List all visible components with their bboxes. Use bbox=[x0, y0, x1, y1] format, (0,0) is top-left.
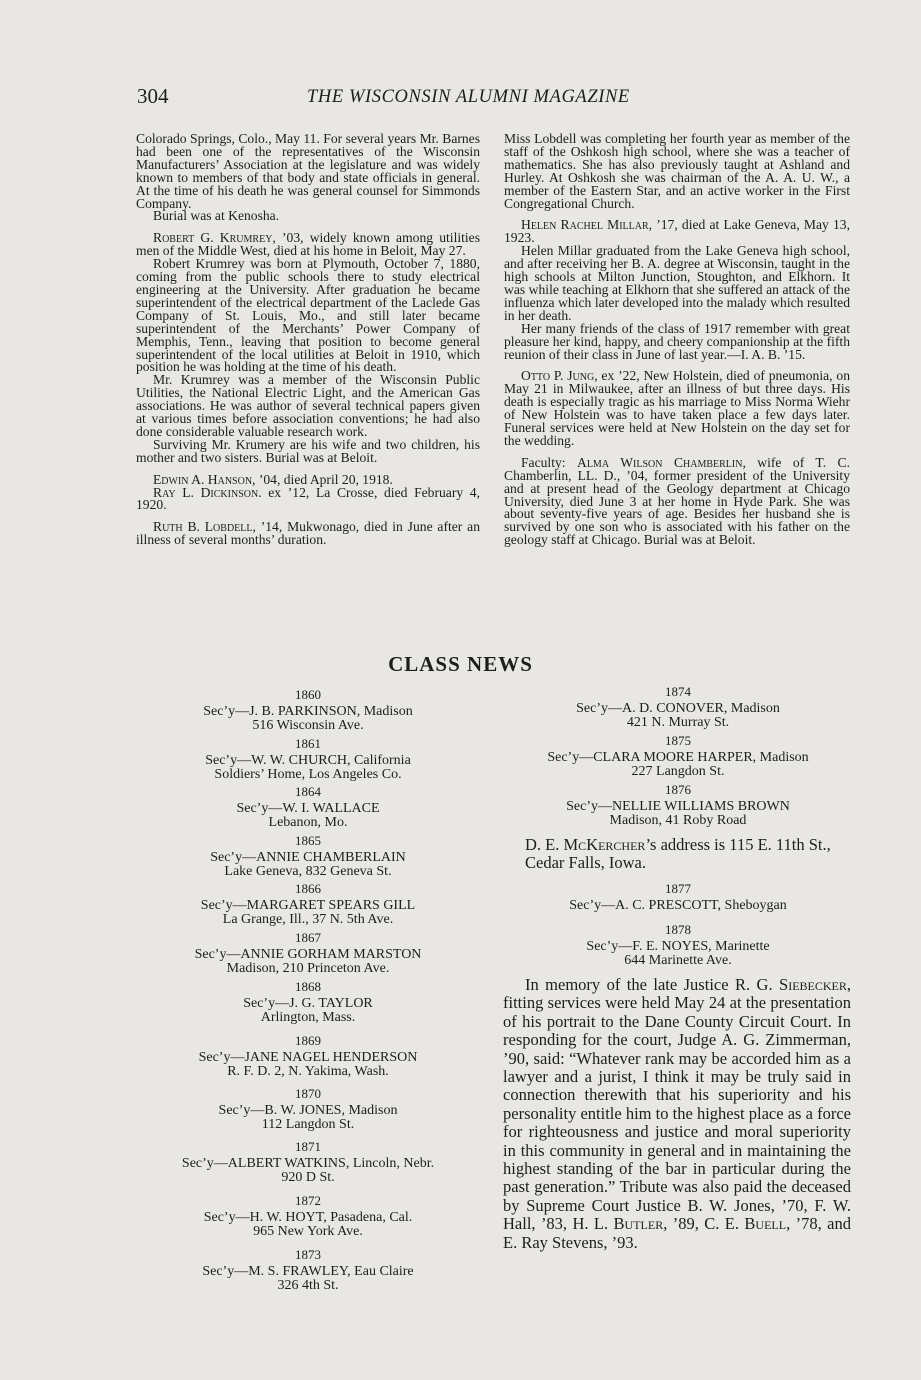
krumrey-name: Robert G. Krumrey bbox=[153, 230, 273, 246]
class-secretary: Sec’y—A. D. CONOVER, Madison bbox=[576, 700, 780, 716]
class-address: 326 4th St. bbox=[277, 1277, 339, 1293]
millar-remembrance: Her many friends of the class of 1917 remember with great pleasure her kind, happy, and cheery companionship at the fifth reunion of their class in June of last year.—I. A. B. ’15. bbox=[504, 320, 850, 362]
class-secretary: Sec’y—F. E. NOYES, Marinette bbox=[586, 938, 770, 954]
class-entry-1866 bbox=[136, 882, 480, 926]
class-secretary: Sec’y—J. G. TAYLOR bbox=[243, 995, 373, 1011]
class-year: 1874 bbox=[665, 684, 691, 699]
class-entry-1878 bbox=[504, 923, 852, 967]
lobdell-continued: Miss Lobdell was completing her fourth year as member of the staff of the Oshkosh high school, where she was a teacher of mathematics. She has also previously taught at Ashland and Hurley. At Oshkosh she was chairman of the A. A. U. W., a member of the Eastern Star, and an active worker in the First Congregational Church. bbox=[504, 131, 850, 211]
class-secretary: Sec’y—CLARA MOORE HARPER, Madison bbox=[547, 749, 809, 765]
class-secretary: Sec’y—JANE NAGEL HENDERSON bbox=[198, 1049, 418, 1065]
class-address: Lebanon, Mo. bbox=[268, 814, 348, 830]
memorial-text-4: , ’78, and E. Ray Stevens, ’93. bbox=[503, 1214, 851, 1252]
class-address: 112 Langdon St. bbox=[261, 1116, 355, 1132]
mckercher-note bbox=[525, 836, 851, 872]
magazine-title: THE WISCONSIN ALUMNI MAGAZINE bbox=[307, 87, 630, 107]
class-year: 1873 bbox=[295, 1247, 321, 1262]
class-entry-1871 bbox=[136, 1140, 480, 1184]
chamberlin-name: Alma Wilson Chamberlin bbox=[577, 454, 743, 470]
buell-name: Buell bbox=[744, 1214, 787, 1234]
chamberlin-text: , wife of T. C. Chamberlin, LL. D., ’04, former president of the University and at present head of the Geology department at Chicago University, died June 3 at her home in Hyde Park. She was about seventy-five years of age. Besides her husband she is survived by one son who is associated with his father on the geology staff at Chicago. Burial was at Beloit. bbox=[504, 454, 851, 548]
class-year: 1870 bbox=[295, 1086, 321, 1101]
class-address: 920 D St. bbox=[281, 1169, 335, 1185]
millar-name: Helen Rachel Millar bbox=[521, 217, 649, 233]
siebecker-name: Siebecker bbox=[779, 975, 847, 994]
krumrey-survivors: Surviving Mr. Krumery are his wife and two children, his mother and two sisters. Burial was at Beloit. bbox=[136, 436, 480, 465]
class-entry-1872 bbox=[136, 1194, 480, 1238]
left-obituary-column bbox=[136, 133, 480, 547]
class-entry-1870 bbox=[136, 1087, 480, 1131]
hanson-name: Edwin A. Hanson bbox=[153, 471, 253, 487]
class-year: 1869 bbox=[295, 1033, 321, 1048]
class-entry-1865 bbox=[136, 834, 480, 878]
class-year: 1864 bbox=[295, 784, 321, 799]
krumrey-associations: Mr. Krumrey was a member of the Wisconsin Public Utilities, the National Electric Light, and the American Gas associations. He was author of several technical papers given at various times before association conventions; he had also done considerable valuable research work. bbox=[136, 372, 480, 439]
class-address: Madison, 41 Roby Road bbox=[609, 812, 747, 828]
krumrey-biography: Robert Krumrey was born at Plymouth, October 7, 1880, coming from the public schools there to study electrical engineering at the University. After graduation he became superintendent of the electrical department of the Laclede Gas Company of St. Louis, Mo., and still later became superintendent of the Merchants’ Power Company of Memphis, Tenn., leaving that position to become general superintendent of the local utilities at Beloit in 1910, which position he was holding at the time of his death. bbox=[136, 256, 480, 375]
class-entry-1877 bbox=[504, 882, 852, 913]
class-secretary: Sec’y—B. W. JONES, Madison bbox=[218, 1102, 398, 1118]
memorial-text-1: In memory of the late Justice R. G. bbox=[525, 975, 780, 994]
class-address: 421 N. Murray St. bbox=[626, 714, 730, 730]
lobdell-name: Ruth B. Lobdell bbox=[153, 519, 253, 535]
right-obituary-column bbox=[504, 133, 850, 547]
memorial-text-2: , fitting services were held May 24 at the presentation of his portrait to the Dane County Circuit Court. In responding for the court, Judge A. G. Zimmerman, ’90, said: “Whatever rank may be accorded him as a lawyer and a jurist, I think it may be truly said in connection therewith that his superiority and his personality entitle him to the highest place as a force for righteousness and justice and moral superiority in this community in general and in maintaining the highest standing of the bar in particular during the past generation.” Tribute was also paid the deceased by Supreme Court Justice B. W. Jones, ’70, F. W. Hall, ’83, H. L. bbox=[503, 975, 851, 1234]
class-secretary: Sec’y—W. I. WALLACE bbox=[236, 800, 380, 816]
class-entry-1875 bbox=[504, 734, 852, 778]
class-secretary: Sec’y—ANNIE CHAMBERLAIN bbox=[210, 849, 406, 865]
mckercher-text: ’s address is 115 E. 11th St., Cedar Falls, Iowa. bbox=[525, 835, 831, 872]
class-entry-1864 bbox=[136, 785, 480, 829]
class-secretary: Sec’y—J. B. PARKINSON, Madison bbox=[203, 703, 413, 719]
memorial-text-3: , ’89, C. E. bbox=[663, 1214, 745, 1234]
class-year: 1872 bbox=[295, 1193, 321, 1208]
class-year: 1878 bbox=[665, 922, 691, 937]
dickinson-text: . ex ’12, La Crosse, died February 4, 1920. bbox=[136, 484, 481, 513]
class-address: Lake Geneva, 832 Geneva St. bbox=[224, 863, 392, 879]
class-year: 1871 bbox=[295, 1139, 321, 1154]
class-year: 1865 bbox=[295, 833, 321, 848]
faculty-label: Faculty: bbox=[521, 454, 577, 470]
class-year: 1866 bbox=[295, 881, 321, 896]
class-entry-1873 bbox=[136, 1248, 480, 1292]
class-address: 644 Marinette Ave. bbox=[624, 952, 732, 968]
class-secretary: Sec’y—NELLIE WILLIAMS BROWN bbox=[566, 798, 790, 814]
class-year: 1875 bbox=[665, 733, 691, 748]
class-secretary: Sec’y—M. S. FRAWLEY, Eau Claire bbox=[202, 1263, 414, 1279]
jung-name: Otto P. Jung bbox=[521, 368, 595, 384]
class-secretary: Sec’y—ALBERT WATKINS, Lincoln, Nebr. bbox=[181, 1155, 435, 1171]
jung-text: , ex ’22, New Holstein, died of pneumonia, on May 21 in Milwaukee, after an illness of but three days. His death is especially tragic as his marriage to Miss Norma Wiehr of New Holstein was to have taken place a few days later. Funeral services were held at New Holstein on the day set for the wedding. bbox=[504, 368, 850, 448]
chamberlin-notice bbox=[504, 454, 851, 548]
butler-name: Butler bbox=[613, 1214, 664, 1234]
class-address: R. F. D. 2, N. Yakima, Wash. bbox=[227, 1063, 389, 1079]
class-year: 1877 bbox=[665, 881, 691, 896]
dickinson-notice bbox=[136, 484, 481, 513]
class-address: 516 Wisconsin Ave. bbox=[252, 717, 364, 733]
page-number: 304 bbox=[137, 84, 169, 108]
class-entry-1861 bbox=[136, 737, 480, 781]
class-address: 965 New York Ave. bbox=[253, 1223, 363, 1239]
class-address: La Grange, Ill., 37 N. 5th Ave. bbox=[222, 911, 394, 927]
class-address: Madison, 210 Princeton Ave. bbox=[226, 960, 390, 976]
class-entry-1869 bbox=[136, 1034, 480, 1078]
lobdell-notice bbox=[136, 521, 480, 547]
lobdell-text: , ’14, Mukwonago, died in June after an illness of several months’ duration. bbox=[136, 519, 480, 548]
class-address: Arlington, Mass. bbox=[260, 1009, 356, 1025]
barnes-paragraph: Colorado Springs, Colo., May 11. For several years Mr. Barnes had been one of the representatives of the Wisconsin Manufacturers’ Association at the legislature and was widely known to members of that body and state officials in general. At the time of his death he was general counsel for Simmonds Company. bbox=[136, 131, 480, 211]
class-secretary: Sec’y—ANNIE GORHAM MARSTON bbox=[194, 946, 422, 962]
class-secretary: Sec’y—H. W. HOYT, Pasadena, Cal. bbox=[203, 1209, 413, 1225]
class-secretary: Sec’y—MARGARET SPEARS GILL bbox=[200, 897, 416, 913]
millar-biography: Helen Millar graduated from the Lake Geneva high school, and after receiving her B. A. degree at Wisconsin, taught in the high schools at Milton Junction, Stoughton, and Elkhorn. It was while teaching at Elkhorn that she suffered an attack of the influenza which later developed into the malady which resulted in her death. bbox=[504, 243, 850, 323]
millar-heading-text: , ’17, died at Lake Geneva, May 13, 1923. bbox=[504, 217, 850, 246]
dickinson-name: Ray L. Dickinson bbox=[153, 484, 259, 500]
hanson-text: , ’04, died April 20, 1918. bbox=[252, 471, 393, 487]
class-entry-1867 bbox=[136, 931, 480, 975]
siebecker-memorial-article bbox=[503, 976, 851, 1252]
page-header bbox=[137, 84, 851, 114]
class-address: 227 Langdon St. bbox=[631, 763, 725, 779]
class-year: 1876 bbox=[665, 782, 691, 797]
class-address: Soldiers’ Home, Los Angeles Co. bbox=[214, 766, 402, 782]
class-secretary: Sec’y—W. W. CHURCH, California bbox=[205, 752, 411, 768]
memorial-paragraph bbox=[503, 976, 851, 1252]
class-entry-1874 bbox=[504, 685, 852, 729]
class-news-heading: CLASS NEWS bbox=[388, 652, 533, 676]
class-year: 1861 bbox=[295, 736, 321, 751]
class-year: 1868 bbox=[295, 979, 321, 994]
jung-notice bbox=[504, 370, 850, 447]
class-year: 1867 bbox=[295, 930, 321, 945]
class-entry-1876 bbox=[504, 783, 852, 827]
class-year: 1860 bbox=[295, 687, 321, 702]
mckercher-initials: D. E. bbox=[525, 835, 564, 854]
krumrey-heading-text: , ’03, widely known among utilities men of the Middle West, died at his home in Beloit, May 27. bbox=[136, 230, 480, 259]
mckercher-name: McKercher bbox=[563, 835, 646, 854]
class-entry-1868 bbox=[136, 980, 480, 1024]
krumrey-heading bbox=[136, 232, 480, 258]
millar-heading bbox=[504, 219, 850, 245]
class-entry-1860 bbox=[136, 688, 480, 732]
class-secretary: Sec’y—A. C. PRESCOTT, Sheboygan bbox=[569, 897, 787, 913]
barnes-burial: Burial was at Kenosha. bbox=[153, 208, 280, 224]
